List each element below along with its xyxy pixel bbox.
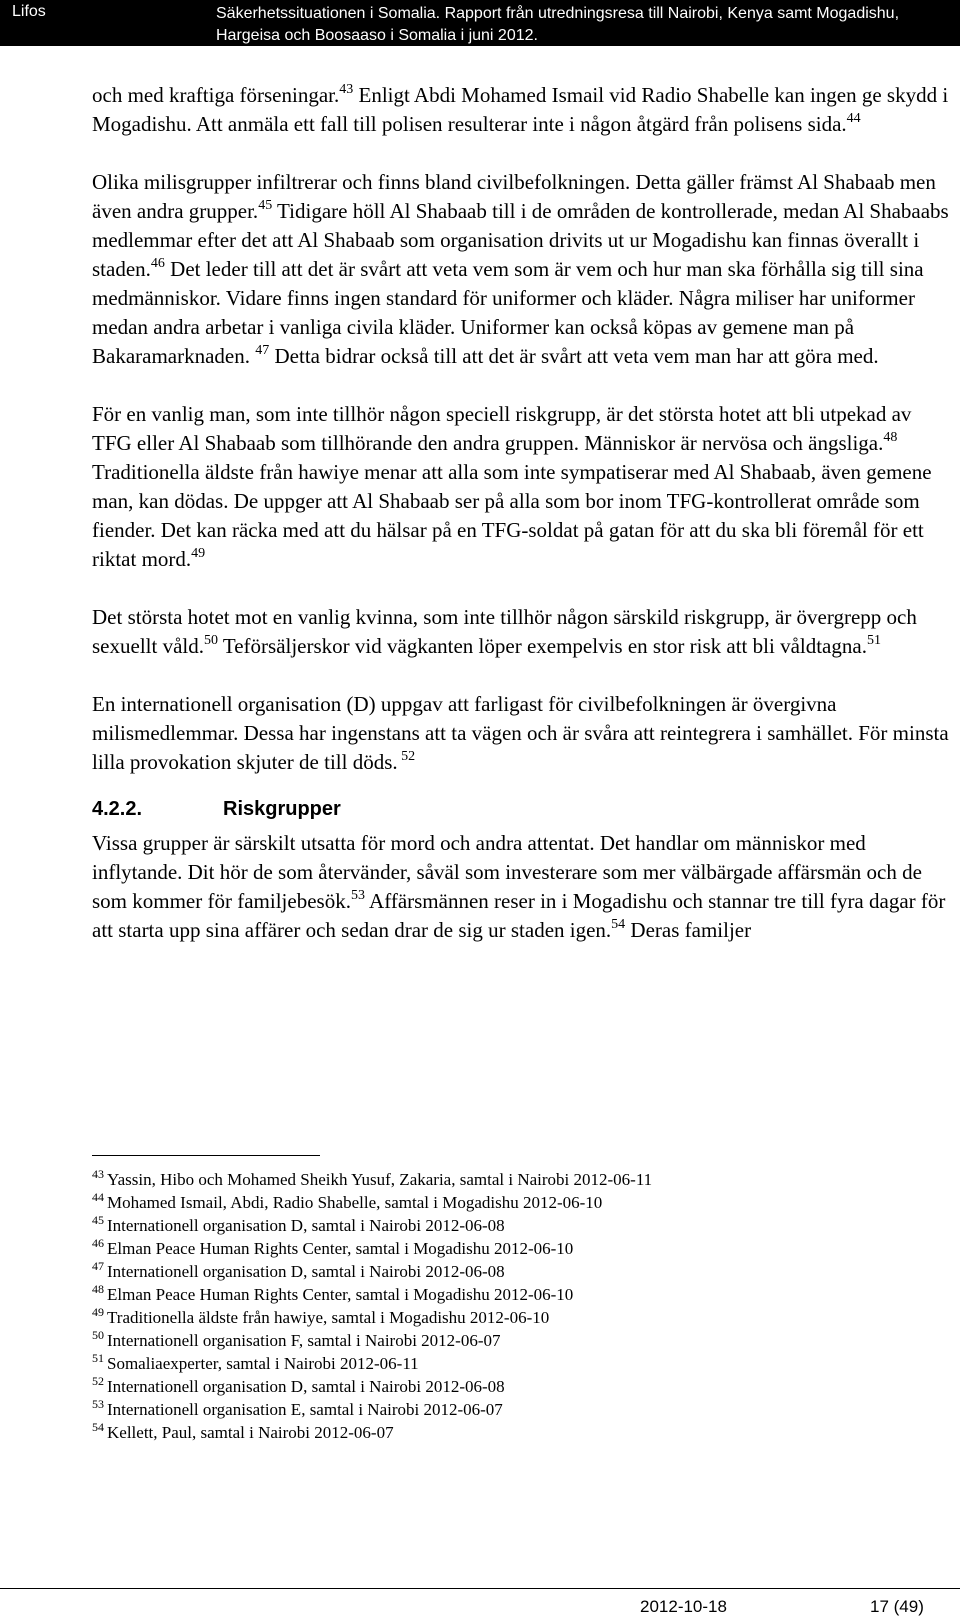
section-paragraph: Vissa grupper är särskilt utsatta för mord och andra attentat. Det handlar om människor med inflytande. Dit hör de som återvänder, såväl som investerare som mer välbärgade affärsmän och de som kommer för familjebesök.$^{53}$ Affärsmännen reser in i Mogadishu och stannar tre till fyra dagar för att starta upp sina affärer och sedan drar de sig ur staden igen.$^{54}$ Deras familjer (92, 831, 946, 942)
footnote-ref: 46 (150, 256, 165, 271)
section-number: 4.2.2. (92, 798, 143, 820)
footnote (92, 1421, 952, 1444)
paragraph: Olika milisgrupper infiltrerar och finns bland civilbefolkningen. Detta gäller främst Al Shabaab men även andra grupper.$^{45}$ Tidigare höll Al Shabaab till i de områden de kontrollerade, medan Al Shabaabs medlemmar efter det att Al Shabaab som organisation drivits ut ur Mogadishu kan finnas överallt i staden.$^{46}$ Det leder till att det är svårt att veta vem som är vem och hur man ska förhålla sig till sina medmänniskor. Vidare finns ingen standard för uniformer och kläder. Några miliser har uniformer medan andra arbetar i vanliga civila kläder. Uniformer kan också köpas av gemene man på Bakaramarknaden. $^{47}$ Detta bidrar också till att det är svårt att veta vem man har att göra med. (92, 170, 949, 368)
footnote-number: 49 (92, 1305, 104, 1319)
footnote-number: 46 (92, 1236, 104, 1250)
footnote-text: Elman Peace Human Rights Center, samtal i Mogadishu 2012-06-10 (107, 1239, 574, 1258)
footnote-number: 53 (92, 1397, 104, 1411)
footnote-text: Elman Peace Human Rights Center, samtal i Mogadishu 2012-06-10 (107, 1285, 574, 1304)
footnote-text: Internationell organisation D, samtal i Nairobi 2012-06-08 (107, 1262, 505, 1281)
footnote-text: Internationell organisation D, samtal i Nairobi 2012-06-08 (107, 1377, 505, 1396)
paragraph: En internationell organisation (D) uppgav att farligast för civilbefolkningen är övergivna milismedlemmar. Dessa har ingenstans att ta vägen och är svåra att reintegrera i samhället. För minsta lilla provokation skjuter de till döds. $^{52}$ (92, 692, 949, 774)
footnote-text: Internationell organisation D, samtal i Nairobi 2012-06-08 (107, 1216, 505, 1235)
footnote (92, 1168, 952, 1191)
footnote (92, 1329, 952, 1352)
paragraph: För en vanlig man, som inte tillhör någon speciell riskgrupp, är det största hotet att bli utpekad av TFG eller Al Shabaab som tillhörande den andra gruppen. Människor är nervösa och ängsliga.$^{48}$ Traditionella äldste från hawiye menar att alla som inte sympatiserar med Al Shabaab, även gemene man, kan dödas. De uppger att Al Shabaab ser på alla som bor inom TFG-kontrollerat område som fiender. Det kan räcka med att du hälsar på en TFG-soldat på gatan för att du ska bli föremål för ett riktat mord.$^{49}$ (92, 402, 932, 571)
footnote-ref: 45 (258, 198, 273, 213)
footnote-text: Yassin, Hibo och Mohamed Sheikh Yusuf, Zakaria, samtal i Nairobi 2012-06-11 (107, 1170, 653, 1189)
footnote-text: Internationell organisation E, samtal i Nairobi 2012-06-07 (107, 1400, 503, 1419)
footnote (92, 1375, 952, 1398)
header-title: Säkerhetssituationen i Somalia. Rapport från utredningsresa till Nairobi, Kenya samt Mogadishu, Hargeisa och Boosaaso i Somalia i juni 2012. (216, 5, 900, 44)
footnote-ref: 48 (883, 430, 898, 445)
footnote-text: Internationell organisation F, samtal i Nairobi 2012-06-07 (107, 1331, 501, 1350)
footnote-number: 51 (92, 1351, 104, 1365)
footnote-number: 54 (92, 1420, 104, 1434)
footnote-number: 52 (92, 1374, 104, 1388)
footnote-ref: 43 (339, 82, 354, 97)
footnote-text: Traditionella äldste från hawiye, samtal i Mogadishu 2012-06-10 (107, 1308, 550, 1327)
footnote-text: Kellett, Paul, samtal i Nairobi 2012-06-07 (107, 1423, 394, 1442)
paragraph: Det största hotet mot en vanlig kvinna, som inte tillhör någon särskild riskgrupp, är övergrepp och sexuellt våld.$^{50}$ Teförsäljerskor vid vägkanten löper exempelvis en stor risk att bli våldtagna.$^{51}$ (92, 605, 917, 658)
footnote-number: 44 (92, 1190, 104, 1204)
footnote (92, 1306, 952, 1329)
section-heading (92, 795, 952, 823)
paragraph: och med kraftiga förseningar.$^{43}$ Enligt Abdi Mohamed Ismail vid Radio Shabelle kan ingen ge skydd i Mogadishu. Att anmäla ett fall till polisen resulterar inte i någon åtgärd från polisens sida.$^{44}$ (92, 82, 949, 136)
footnote-text: Mohamed Ismail, Abdi, Radio Shabelle, samtal i Mogadishu 2012-06-10 (107, 1193, 603, 1212)
footnote-ref: 47 (255, 343, 270, 358)
footnote-number: 48 (92, 1282, 104, 1296)
footer-page-number: 17 (49) (870, 1597, 924, 1616)
footnote (92, 1283, 952, 1306)
footnote-ref: 53 (350, 888, 365, 903)
footnotes (92, 1168, 952, 1444)
footnote (92, 1352, 952, 1375)
footnote-separator (92, 1155, 320, 1156)
footer-rule (0, 1588, 960, 1589)
footnote (92, 1260, 952, 1283)
footnote-number: 47 (92, 1259, 104, 1273)
footnote-number: 45 (92, 1213, 104, 1227)
footnote-ref: 44 (846, 111, 861, 126)
footnote-ref: 49 (191, 546, 206, 561)
footnote (92, 1191, 952, 1214)
header-org: Lifos (12, 3, 46, 20)
footnote (92, 1398, 952, 1421)
footnote-ref: 51 (866, 633, 881, 648)
body-text (92, 81, 952, 945)
footnote (92, 1237, 952, 1260)
footnote-text: Somaliaexperter, samtal i Nairobi 2012-06-11 (107, 1354, 419, 1373)
footnote-ref: 50 (203, 633, 218, 648)
footer-date: 2012-10-18 (640, 1597, 727, 1616)
footnote-ref: 54 (611, 917, 626, 932)
page-header (0, 0, 960, 46)
footnote-number: 50 (92, 1328, 104, 1342)
footnote-number: 43 (92, 1167, 104, 1181)
footnote (92, 1214, 952, 1237)
section-title: Riskgrupper (223, 798, 341, 820)
footnote-ref: 52 (397, 749, 416, 764)
